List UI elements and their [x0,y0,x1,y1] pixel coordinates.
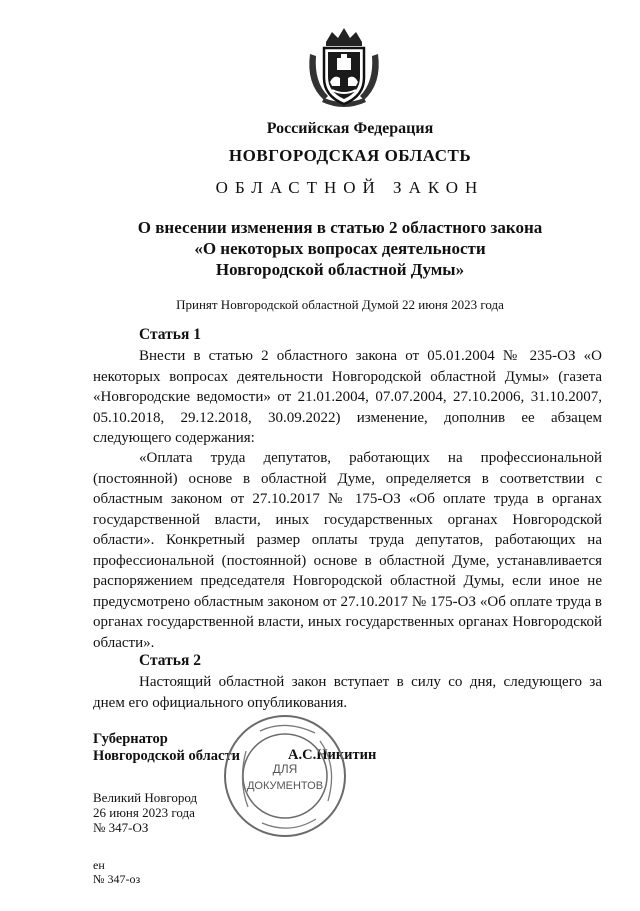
official-stamp [220,711,350,841]
city: Великий Новгород [93,790,198,805]
law-type-heading: ОБЛАСТНОЙ ЗАКОН [215,178,485,197]
place-date-block [93,790,197,835]
country-heading: Российская Федерация [266,120,434,137]
law-title-line: Новгородской областной Думы» [215,260,465,279]
footer-number: № 347-оз [93,872,141,886]
signing-date: 26 июня 2023 года [93,805,195,820]
law-title [120,217,560,280]
novgorod-coat-of-arms-icon [304,24,384,110]
article-1-heading: Статья 1 [139,326,201,343]
region-heading: НОВГОРОДСКАЯ ОБЛАСТЬ [228,146,472,165]
adoption-note: Принят Новгородской областной Думой 22 июня 2023 года [176,297,504,312]
signatory-name: А.С.Никитин [288,747,377,763]
author-initials: ен [93,858,105,872]
article-2-text: Настоящий областной закон вступает в силу со дня, следующего за днем его официального опубликования. [93,674,602,711]
signatory-position [93,731,240,765]
signatory-position-line: Новгородской области [93,748,240,764]
stamp-text-line: ДЛЯ [272,762,298,776]
article-1-intro: Внести в статью 2 областного закона от 05.01.2004 № 235-ОЗ «О некоторых вопросах деятельности Новгородской областной Думы» (газета «Новгородские ведомости» от 21.01.2004, 07.07.2004, 27.10.2006, 31.10.2007, 05.10.2018, 29.12.2018, 30.09.2022) изменение, дополнив ее абзацем следующего содержания: [93,348,602,446]
law-title-line: «О некоторых вопросах деятельности [194,239,486,258]
law-number: № 347-ОЗ [93,820,149,835]
article-1-quote: «Оплата труда депутатов, работающих на профессиональной (постоянной) основе в областной Думе, определяется в соответствии с областным законом от 27.10.2017 № 175-ОЗ «Об оплате труда в органах государственной власти, иных государственных органах Новгородской области». Конкретный размер оплаты труда депутатов, работающих на профессиональной (постоянной) основе в областной Думе, устанавливается распоряжением председателя Новгородской областной Думы, если иное не предусмотрено областным законом от 27.10.2017 № 175-ОЗ «Об оплате труда в органах государственной власти, иных государственных органах Новгородской области». [93,450,602,651]
law-title-line: О внесении изменения в статью 2 областного закона [137,218,543,237]
article-2-heading: Статья 2 [139,652,201,669]
signatory-position-line: Губернатор [93,731,168,747]
footer-block [93,858,140,886]
stamp-text-line: ДОКУМЕНТОВ [246,780,324,792]
